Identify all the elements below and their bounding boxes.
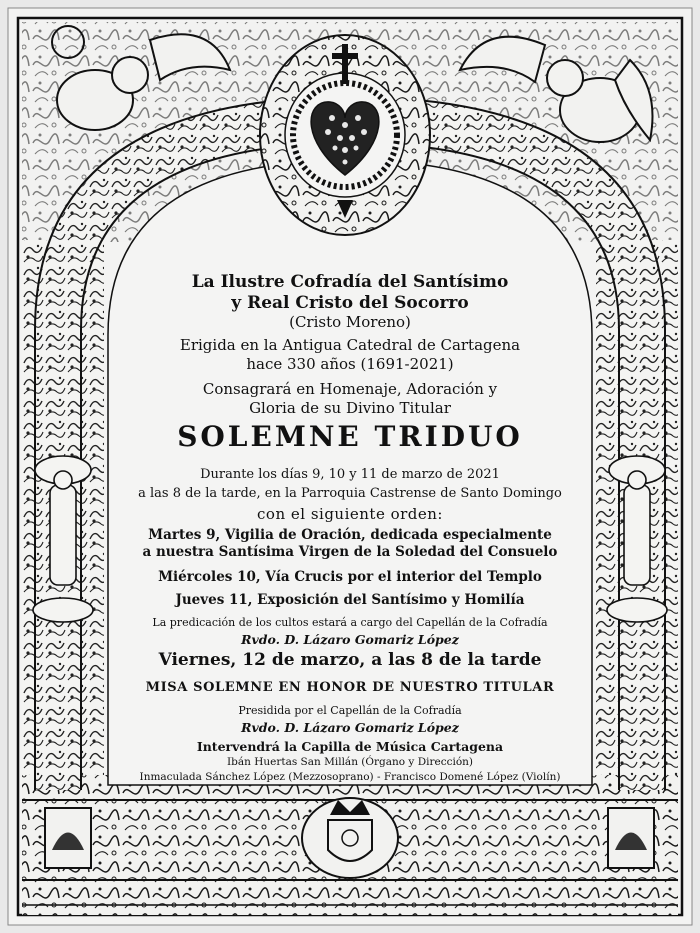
crown-shield-icon — [302, 798, 398, 878]
confraternity-line-3: (Cristo Moreno) — [289, 313, 411, 331]
musicians — [100, 755, 600, 785]
dates-line-1: Durante los días 9, 10 y 11 de marzo de 2021 — [200, 467, 500, 482]
confraternity-subtitle — [110, 313, 590, 331]
erected-line-2: hace 330 años (1691-2021) — [246, 355, 454, 373]
presider-name: Rvdo. D. Lázaro Gomariz López — [241, 720, 459, 735]
act-wednesday: Miércoles 10, Vía Crucis por el interior del Templo — [158, 569, 542, 585]
preacher-name: Rvdo. D. Lázaro Gomariz López — [241, 632, 459, 647]
presided-info — [110, 702, 590, 736]
confraternity-name — [110, 272, 590, 314]
dates-line-2: a las 8 de la tarde, en la Parroquia Castrense de Santo Domingo — [138, 486, 562, 501]
friday-line: Viernes, 12 de marzo, a las 8 de la tarde — [158, 650, 542, 670]
erected-info — [110, 336, 590, 374]
preaching-line: La predicación de los cultos estará a cargo del Capellán de la Cofradía — [152, 616, 548, 629]
mass-line: MISA SOLEMNE EN HONOR DE NUESTRO TITULAR — [145, 680, 555, 695]
event-dates — [110, 465, 590, 503]
choir-line: Intervendrá la Capilla de Música Cartagena — [196, 739, 504, 754]
act1-line-1: Martes 9, Vigilia de Oración, dedicada especialmente — [148, 527, 552, 543]
act1-line-2: a nuestra Santísima Virgen de la Soledad del Consuelo — [142, 544, 558, 560]
consecrate-line-2: Gloria de su Divino Titular — [249, 399, 451, 417]
preaching-info — [110, 614, 590, 648]
event-title: SOLEMNE TRIDUO — [177, 420, 523, 453]
confraternity-line-2: y Real Cristo del Socorro — [231, 293, 469, 313]
order-intro: con el siguiente orden: — [257, 505, 443, 523]
consecration-info — [110, 380, 590, 418]
musicians-line-1: Ibán Huertas San Millán (Órgano y Dirección) — [226, 756, 474, 768]
act-tuesday — [110, 527, 590, 561]
confraternity-line-1: La Ilustre Cofradía del Santísimo — [191, 272, 509, 292]
presided-line: Presidida por el Capellán de la Cofradía — [238, 704, 462, 717]
act-thursday: Jueves 11, Exposición del Santísimo y Homilía — [175, 592, 525, 608]
musicians-line-2: Inmaculada Sánchez López (Mezzosoprano) - Francisco Domené López (Violín) — [139, 771, 561, 783]
consecrate-line-1: Consagrará en Homenaje, Adoración y — [202, 380, 498, 398]
erected-line-1: Erigida en la Antigua Catedral de Cartagena — [179, 336, 521, 354]
